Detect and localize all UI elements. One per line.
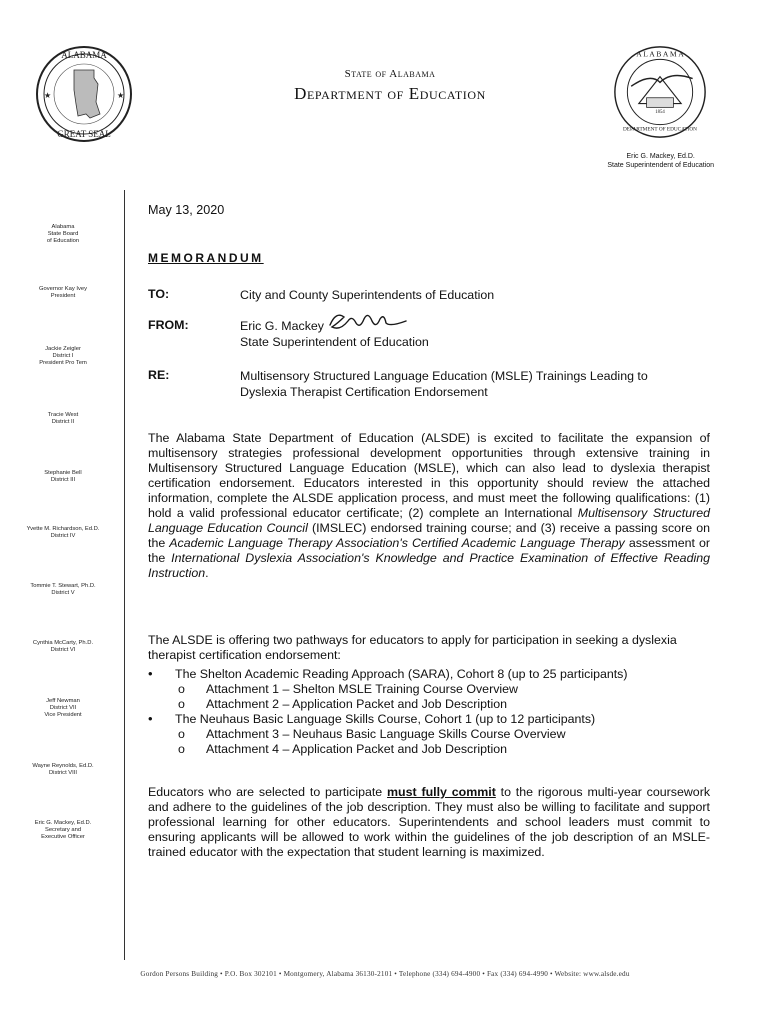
svg-text:ALABAMA: ALABAMA	[61, 50, 107, 60]
board-line: Alabama	[51, 224, 75, 230]
board-line: of Education	[46, 238, 80, 244]
board-member	[14, 763, 112, 777]
board-line: President Pro Tem	[39, 360, 87, 366]
board-line: Tracie West	[47, 412, 79, 418]
board-line: District I	[52, 353, 74, 359]
board-member	[14, 640, 112, 654]
list-item	[148, 712, 708, 727]
from-name: Eric G. Mackey	[240, 319, 324, 333]
bullet-icon: •	[148, 666, 153, 681]
list-item	[148, 742, 708, 757]
board-line: District V	[51, 590, 75, 596]
board-line: District VI	[50, 647, 76, 653]
re-line-1: Multisensory Structured Language Education (MSLE) Trainings Leading to	[240, 369, 648, 383]
attachment-2: Attachment 2 – Application Packet and Job Description	[206, 697, 507, 711]
board-line: Cynthia McCarty, Ph.D.	[32, 640, 94, 646]
board-line: Jeff Newman	[46, 698, 80, 704]
board-member	[14, 286, 112, 300]
board-line: District VII	[49, 705, 77, 711]
board-member	[14, 412, 112, 426]
board-line: Jackie Zeigler	[45, 346, 81, 352]
body-paragraph-2: The ALSDE is offering two pathways for educators to apply for participation in seeking a dyslexia therapist certification endorsement:	[148, 633, 677, 662]
signature	[326, 307, 412, 337]
superintendent-block	[607, 152, 714, 170]
text-run: (IMSLEC) endorsed training course; and (3) receive a passing score on the	[148, 521, 710, 550]
svg-text:GREAT SEAL: GREAT SEAL	[57, 129, 111, 139]
text-run: assessment or the	[148, 536, 710, 565]
sub-bullet-icon: o	[178, 682, 185, 696]
text-run-emphasis: must fully commit	[387, 785, 496, 799]
pathway-2: The Neuhaus Basic Language Skills Course, Cohort 1 (up to 12 participants)	[175, 712, 596, 726]
board-line: Stephanie Bell	[44, 470, 82, 476]
to-label: TO:	[148, 287, 170, 301]
board-line: District II	[51, 419, 75, 425]
board-member	[14, 698, 112, 719]
board-line: District IV	[50, 533, 76, 539]
from-label: FROM:	[148, 318, 189, 332]
memo-date: May 13, 2020	[148, 203, 225, 217]
list-item	[148, 667, 708, 682]
svg-text:★: ★	[44, 91, 52, 100]
pathways-list	[148, 667, 708, 757]
board-line: Executive Officer	[41, 834, 85, 840]
board-line: Yvette M. Richardson, Ed.D.	[26, 526, 100, 532]
footer-address: Gordon Persons Building • P.O. Box 302101 • Montgomery, Alabama 36130-2101 • Telephone (334) 694-4900 • Fax (334) 694-4990 • Website: www.alsde.edu	[140, 970, 630, 978]
memo-heading: MEMORANDUM	[148, 251, 264, 265]
attachment-4: Attachment 4 – Application Packet and Job Description	[206, 742, 507, 756]
board-line: District III	[50, 477, 76, 483]
list-item	[148, 727, 708, 742]
to-value: City and County Superintendents of Education	[240, 288, 495, 302]
text-run-italic: Academic Language Therapy Association's Certified Academic Language Therapy	[169, 536, 625, 550]
svg-text:A L A B A M A: A L A B A M A	[636, 49, 684, 59]
svg-text:★: ★	[117, 91, 125, 100]
list-item	[148, 682, 708, 697]
board-line: State Board	[47, 231, 79, 237]
board-line: Vice President	[44, 712, 82, 718]
from-title: State Superintendent of Education	[240, 335, 429, 349]
board-line: Tommie T. Stewart, Ph.D.	[30, 583, 96, 589]
attachment-3: Attachment 3 – Neuhaus Basic Language Skills Course Overview	[206, 727, 566, 741]
board-member	[14, 346, 112, 367]
superintendent-title: State Superintendent of Education	[607, 162, 714, 169]
svg-text:1854: 1854	[655, 110, 665, 116]
letterhead-department: Department of Education	[294, 84, 486, 103]
text-run: Educators who are selected to participate	[148, 785, 388, 799]
text-run: The Alabama State Department of Education (ALSDE) is excited to facilitate the expansion of multisensory strategies professional development opportunities through extensive training in Multisensory Structured Language Education (MSLE), which can also lead to dyslexia therapist certification endorsement. Educators interested in this opportunity should review the attached information, complete the ALSDE application process, and must meet the following qualifications: (1) hold a valid professional educator certificate; (2) complete an International	[148, 431, 710, 520]
sub-bullet-icon: o	[178, 742, 185, 756]
sub-bullet-icon: o	[178, 727, 185, 741]
board-member	[14, 526, 112, 540]
body-paragraph-3	[148, 785, 710, 860]
sidebar-divider	[124, 190, 125, 960]
letterhead-state: State of Alabama	[344, 68, 436, 80]
board-member	[14, 470, 112, 484]
alabama-great-seal	[34, 44, 134, 144]
svg-text:DEPARTMENT OF EDUCATION: DEPARTMENT OF EDUCATION	[623, 126, 697, 133]
sub-bullet-icon: o	[178, 697, 185, 711]
bullet-icon: •	[148, 711, 153, 726]
text-run-italic: International Dyslexia Association's Knowledge and Practice Examination of Effective Reading Instruction	[148, 551, 711, 580]
board-line: Secretary and	[44, 827, 82, 833]
pathway-1: The Shelton Academic Reading Approach (SARA), Cohort 8 (up to 25 participants)	[175, 667, 628, 681]
list-item	[148, 697, 708, 712]
board-line: District VIII	[48, 770, 78, 776]
superintendent-name: Eric G. Mackey, Ed.D.	[626, 153, 695, 160]
board-line: President	[50, 293, 76, 299]
board-line: Governor Kay Ivey	[38, 286, 87, 292]
board-heading	[14, 224, 112, 245]
re-line-2: Dyslexia Therapist Certification Endorsement	[240, 385, 488, 399]
board-line: Wayne Reynolds, Ed.D.	[32, 763, 94, 769]
text-run: to the rigorous multi-year coursework and adhere to the guidelines of the job description. They must also be willing to facilitate and support professional learning for other educators. Superintendents and school leaders must commit to ensuring applicants will be allowed to work within the guidelines of the job description of an MSLE-trained educator with the expectation that student learning is maximized.	[148, 785, 711, 859]
text-run: .	[205, 566, 209, 580]
board-member	[14, 583, 112, 597]
department-of-education-seal	[612, 44, 708, 140]
text-run-italic: Multisensory Structured Language Education Council	[148, 506, 710, 535]
board-line: Eric G. Mackey, Ed.D.	[34, 820, 92, 826]
re-label: RE:	[148, 368, 170, 382]
attachment-1: Attachment 1 – Shelton MSLE Training Course Overview	[206, 682, 518, 696]
board-member	[14, 820, 112, 841]
body-paragraph-1	[148, 431, 710, 581]
